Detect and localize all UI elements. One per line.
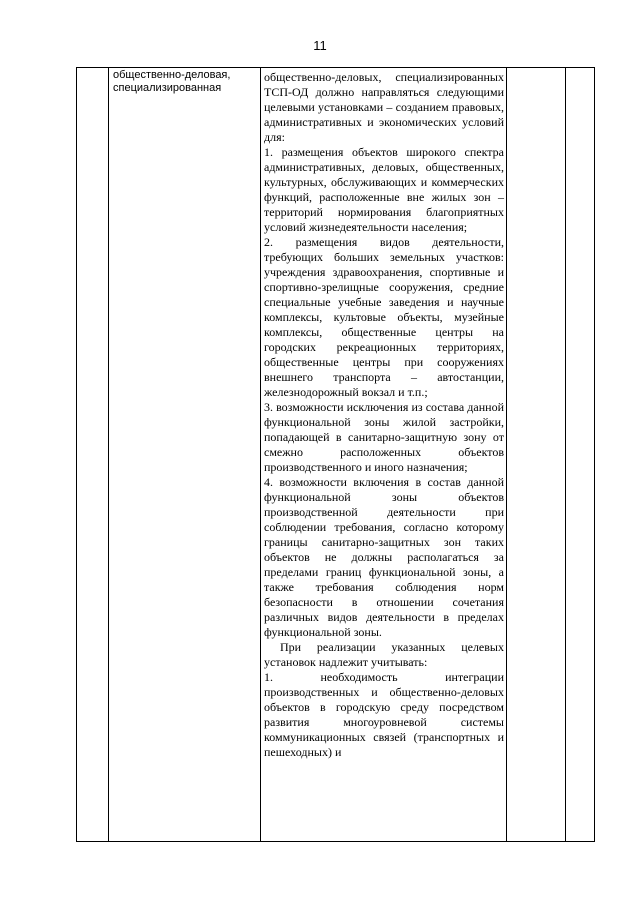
zones-table: [76, 67, 595, 842]
paragraph: При реализации указанных целевых установок надлежит учитывать:: [264, 640, 504, 669]
list-item: 1. размещения объектов широкого спектра административных, деловых, общественных, культурных, обслуживающих и коммерческих функций, расположенные вне жилых зон – территорий нормирования благоприятных условий жизнедеятельности населения;: [264, 145, 504, 234]
index-cell: [77, 68, 109, 842]
zone-name-line: специализированная: [113, 82, 222, 94]
paragraph: общественно-деловых, специализированных ТСП-ОД должно направляться следующими целевыми установками – созданием правовых, административных и экономических условий для:: [264, 70, 504, 144]
list-item: 3. возможности исключения из состава данной функциональной зоны жилой застройки, попадающей в санитарно-защитную зону от смежно расположенных объектов производственного и иного назначения;: [264, 400, 504, 474]
table-row: [77, 68, 595, 842]
list-item: 2. размещения видов деятельности, требующих больших земельных участков: учреждения здравоохранения, спортивные и спортивно-зрелищные сооружения, средние специальные учебные заведения и научные комплексы, культовые объекты, музейные комплексы, общественные центры на городских рекреационных территориях, общественные центры при сооружениях внешнего транспорта – автостанции, железнодорожный вокзал и т.п.;: [264, 235, 504, 399]
zone-name-cell: [109, 68, 261, 842]
description-text: [261, 68, 506, 760]
zone-name-line: общественно-деловая,: [113, 69, 231, 81]
description-cell: [261, 68, 507, 842]
list-item: 1. необходимость интеграции производственных и общественно-деловых объектов в городскую среду посредством развития многоуровневой системы коммуникационных связей (транспортных и пешеходных) и: [264, 670, 504, 759]
empty-cell: [507, 68, 566, 842]
empty-cell: [566, 68, 595, 842]
list-item: 4. возможности включения в состав данной функциональной зоны объектов производственной деятельности при соблюдении требования, согласно которому границы санитарно-защитных зон таких объектов не должны располагаться за пределами границ функциональной зоны, а также требования соблюдения норм безопасности в отношении сочетания различных видов деятельности в пределах функциональной зоны.: [264, 475, 504, 639]
page-number: 11: [313, 38, 327, 53]
zone-name: [109, 68, 260, 95]
